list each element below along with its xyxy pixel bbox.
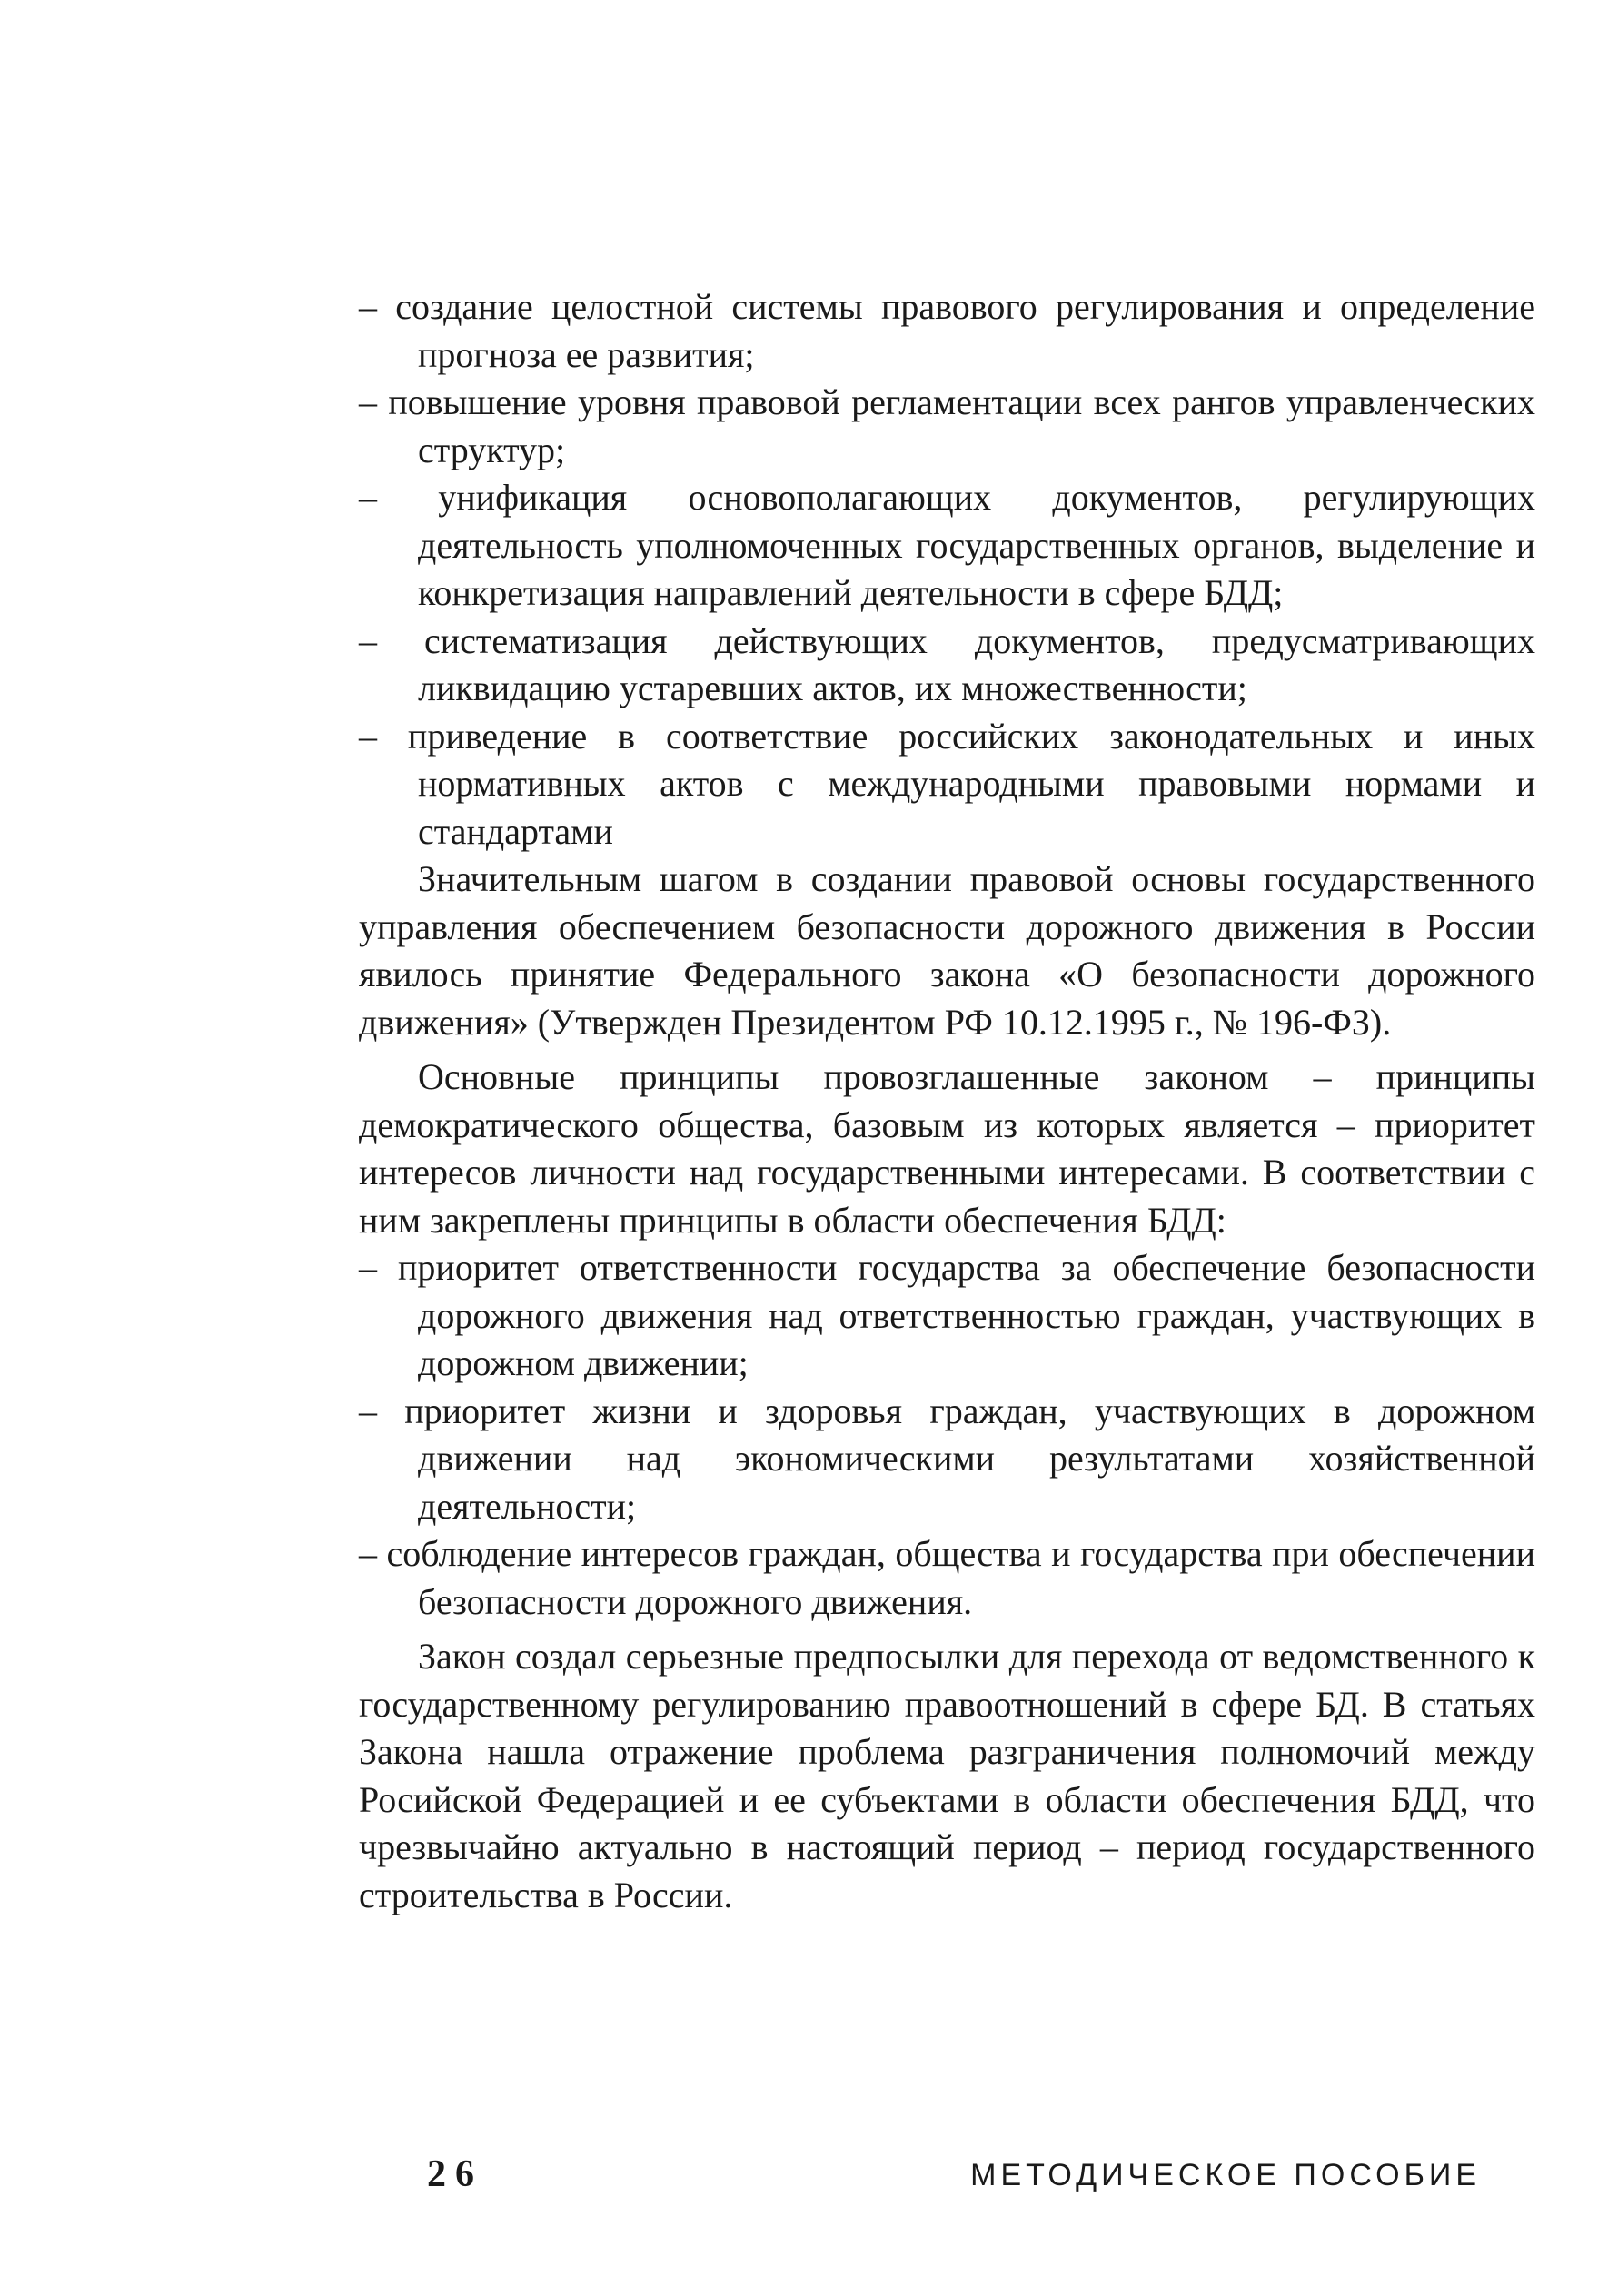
page-number: 26 [427,2153,483,2195]
paragraph-federal-law: Значительным шагом в создании правовой основы государственного управления обеспечением безопасности дорожного движения в России явилось принятие Федерального закона «О безопасности дорожного движения» (Утвержден Президентом РФ 10.12.1995 г., № 196-ФЗ). [359,858,1535,1043]
page-footer [427,2152,1481,2207]
list-item: – приоритет ответственности государства за обеспечение безопасности дорожного движения над ответственностью граждан, участвующих в дорожном движении; [359,1247,1535,1383]
list-item: – приоритет жизни и здоровья граждан, участвующих в дорожном движении над экономическими результатами хозяйственной деятельности; [359,1390,1535,1527]
objectives-list [359,283,1535,856]
list-item: – унификация основополагающих документов, регулирующих деятельность уполномоченных государственных органов, выделение и конкретизация направлений деятельности в сфере БДД; [359,477,1535,613]
list-item: – систематизация действующих документов, предусматривающих ликвидацию устаревших актов, их множественности; [359,619,1535,708]
paragraph-principles: Основные принципы провозглашенные законом – принципы демократического общества, базовым из которых является – приоритет интересов личности над государственными интересами. В соответствии с ним закреплены принципы в области обеспечения БДД: [359,1056,1535,1241]
list-item: – приведение в соответствие российских законодательных и иных нормативных актов с международными правовыми нормами и стандартами [359,715,1535,852]
paragraph-conclusion: Закон создал серьезные предпосылки для перехода от ведомственного к государственному регулированию правоотношений в сфере БД. В статьях Закона нашла отражение проблема разграничения полномочий между Росийской Федерацией и ее субъектами в области обеспечения БДД, что чрезвычайно актуально в настоящий период – период государственного строительства в России. [359,1636,1535,1915]
principles-list [359,1244,1535,1626]
list-item: – повышение уровня правовой регламентации всех рангов управленческих структур; [359,381,1535,470]
running-title: МЕТОДИЧЕСКОЕ ПОСОБИЕ [970,2158,1481,2192]
list-item: – соблюдение интересов граждан, общества и государства при обеспечении безопасности дорожного движения. [359,1533,1535,1622]
page-body [359,283,1535,1919]
list-item: – создание целостной системы правового регулирования и определение прогноза ее развития; [359,286,1535,375]
